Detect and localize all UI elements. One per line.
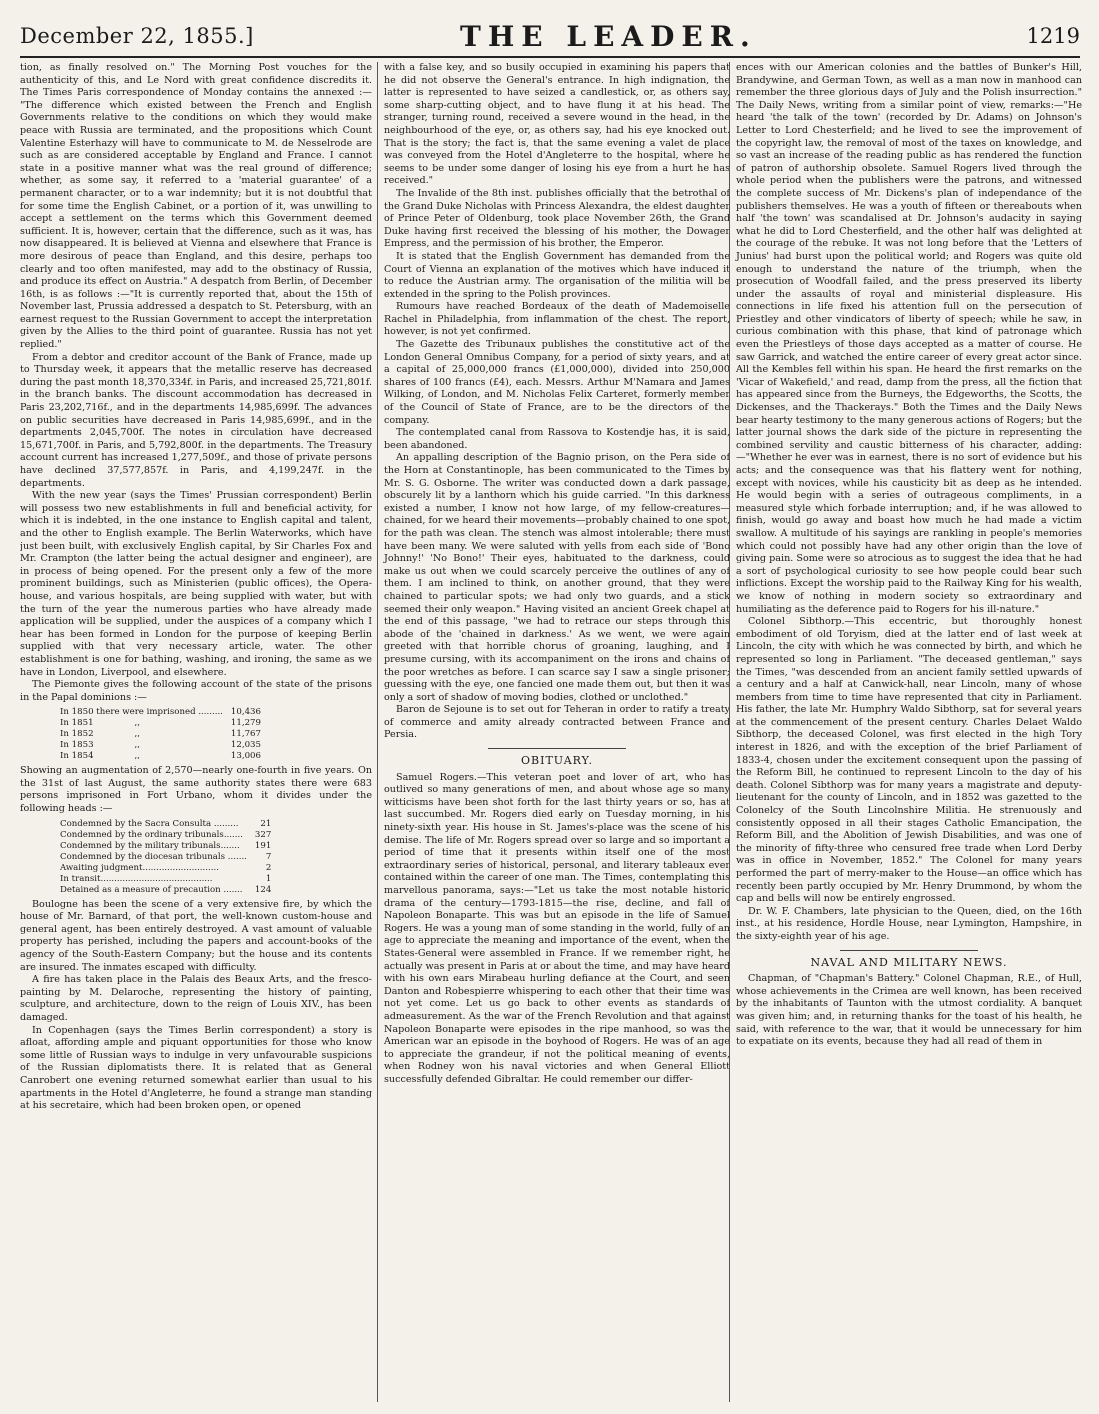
table-row bbox=[56, 841, 275, 852]
row-label: Condemned by the ordinary tribunals....... bbox=[60, 829, 243, 840]
column-1 bbox=[20, 62, 372, 1402]
row-label: In 1854 ,, bbox=[60, 751, 140, 762]
row-label: In transit......................................... bbox=[60, 873, 213, 884]
row-value: 2 bbox=[265, 862, 272, 873]
article-paragraph: Boulogne has been the scene of a very extensive fire, by which the house of Mr. Barnard, of that port, the well-known custom-house and general agent, has been entirely destroyed. A vast amount of valuable property has perished, including the papers and account-books of the agency of the South-Eastern Company; but the house and its contents are insured. The inmates escaped with difficulty. bbox=[20, 898, 372, 973]
table-row bbox=[56, 863, 275, 874]
article-paragraph: From a debtor and creditor account of the Bank of France, made up to Thursday week, it appears that the metallic reserve has decreased during the past month 18,370,334f. in Paris, and increased 25,721,801f. in the branch banks. The discount accommodation has decreased in Paris 23,202,716f., and in the departments 14,985,699f. The advances on public securities have decreased in Paris 14,985,699f., and in the departments 2,045,700f. The notes in circulation have decreased 15,671,700f. in Paris, and 5,792,800f. in the departments. The Treasury account current has increased 1,277,509f., and those of private persons have declined 37,577,857f. in Paris, and 4,199,247f. in the departments. bbox=[20, 351, 372, 489]
table-row bbox=[56, 819, 275, 830]
table-row bbox=[56, 729, 265, 740]
article-paragraph: Chapman, of "Chapman's Battery." Colonel Chapman, R.E., of Hull, whose achievements in the Crimea are well known, has been received by the inhabitants of Taunton with the utmost cordiality. A banquet was given him; and, in returning thanks for the toast of his health, he said, with reference to the war, that it would be unnecessary for him to expatiate on its events, because they had all read of them in bbox=[736, 973, 1082, 1048]
article-paragraph: ences with our American colonies and the battles of Bunker's Hill, Brandywine, and German Town, as well as a man now in manhood can remember the three glorious days of July and the Polish insurrection." The Daily News, writing from a similar point of view, remarks:—"He heard 'the talk of the town' (recorded by Dr. Adams) on Johnson's Letter to Lord Chesterfield; and he lived to see the improvement of the copyright law, the removal of most of the taxes on knowledge, and so vast an increase of the reading public as has rendered the function of patron of authorship obsolete. Samuel Rogers lived through the whole period when the publishers were the patrons, and witnessed the complete success of Mr. Dickens's plan of independance of the publishers themselves. He was a youth of fifteen or thereabouts when half 'the town' was scandalised at Dr. Johnson's audacity in saying what he did to Lord Chesterfield, and the other half was delighted at the courage of the rebuke. It was not long before that the 'Letters of Junius' had burst upon the political world; and Rogers was quite old enough to understand the nature of the triumph, when the prosecution of Woodfall failed, and the press preserved its liberty under the assaults of royal and ministerial displeasure. His connections in life fixed his attention full on the persecution of Priestley and other vindicators of liberty of speech; while he saw, in curious combination with this phase, that kind of patronage which even the Priestleys of those days accepted as a matter of course. He saw Garrick, and watched the entire career of every great actor since. All the Kembles fell within his span. He heard the first remarks on the 'Vicar of Wakefield,' and read, damp from the press, all the fiction that has appeared since from the Burneys, the Edgeworths, the Scotts, the Dickenses, and the Thackerays." Both the Times and the Daily News bear hearty testimony to the many generous actions of Rogers; but the latter journal shows the dark side of the picture in representing the combined servility and caustic bitterness of his character, adding:—"Whether he ever was in earnest, there is no sort of evidence but his acts; and the consequence was that his flattery went for nothing, except with novices, while his causticity bit as deep as he intended. He would begin with a series of outrageous compliments, in a measured style which forbade interruption; and, if he was allowed to finish, would go away and boast how much he had made a victim swallow. A multitude of his sayings are rankling in people's memories which could not possibly have had any other origin than the love of giving pain. Some were so atrocious as to suggest the idea that he had a sort of psychological curiosity to see how people could bear such inflictions. Except the worship paid to the Railway King for his wealth, we know of nothing in modern society so extraordinary and humiliating as the deference paid to Rogers for his ill-nature." bbox=[736, 62, 1082, 615]
row-value: 11,767 bbox=[230, 729, 261, 740]
section-divider bbox=[840, 950, 978, 951]
table-row bbox=[56, 707, 265, 718]
article-paragraph: A fire has taken place in the Palais des Beaux Arts, and the fresco-painting by M. Delaroche, representing the history of painting, sculpture, and architecture, down to the reign of Louis XIV., has been damaged. bbox=[20, 974, 372, 1023]
row-value: 191 bbox=[254, 840, 272, 851]
article-paragraph: Showing an augmentation of 2,570—nearly one-fourth in five years. On the 31st of last August, the same authority states there were 683 persons imprisoned in Fort Urbano, whom it divides under the following heads :— bbox=[20, 765, 372, 815]
row-label: Detained as a measure of precaution ....... bbox=[60, 884, 243, 895]
article-paragraph: tion, as finally resolved on." The Morning Post vouches for the authenticity of this, and Le Nord with great confidence discredits it. The Times Paris correspondence of Monday contains the annexed :— "The difference which existed between the French and English Governments relative to the conditions on which they would make peace with Russia are terminated, and the propositions which Count Valentine Esterhazy will have to communicate to M. de Nesselrode are such as are considered acceptable by England and France. I cannot state in a positive manner what was the real ground of difference; whether, as some say, it referred to a 'material guarantee' of a permanent character, or to a war indemnity; but it is not doubtful that for some time the English Cabinet, or a portion of it, was unwilling to accept a settlement on the terms which this Government deemed sufficient. It is, however, certain that the difference, such as it was, has now disappeared. It is believed at Vienna and elsewhere that France is more desirous of peace than England, and this desire, perhaps too clearly and too often manifested, may add to the obstinacy of Russia, and produce its effect on Austria." A despatch from Berlin, of December 16th, is as follows :—"It is currently reported that, about the 15th of November last, Prussia addressed a despatch to St. Petersburg, with an earnest request to the Russian Government to accept the interpretation given by the Allies to the third point of guarantee. Russia has not yet replied." bbox=[20, 62, 372, 351]
article-paragraph: Colonel Sibthorp.—This eccentric, but thoroughly honest embodiment of old Toryism, died at the latter end of last week at Lincoln, the city with which he was connected by birth, and which he represented so long in Parliament. "The deceased gentleman," says the Times, "was descended from an ancient family settled upwards of a century and a half at Canwick-hall, near Lincoln, many of whose members from time to time have represented that city in Parliament. His father, the late Mr. Humphry Waldo Sibthorp, sat for several years at the commencement of the present century. Charles Delaet Waldo Sibthorp, the deceased Colonel, was first elected in the high Tory interest in 1826, and with the exception of the brief Parliament of 1833-4, chosen under the excitement consequent upon the passing of the Reform Bill, he continued to represent Lincoln to the day of his death. Colonel Sibthorp was for many years a magistrate and deputy-lieutenant for the county of Lincoln, and in 1852 was gazetted to the Colonelcy of the South Lincolnshire Militia. He strenuously and consistently opposed in all their stages Catholic Emancipation, the Reform Bill, and the Abolition of Jewish Disabilities, and was one of the minority of fifty-three who censured free trade when Lord Derby was in office in November, 1852." The Colonel for many years performed the part of merry-maker to the House—an office which has recently been partly occupied by Mr. Henry Drummond, by whom the cap and bells will now be entirely engrossed. bbox=[736, 616, 1082, 905]
row-value: 12,035 bbox=[230, 740, 261, 751]
article-paragraph: An appalling description of the Bagnio prison, on the Pera side of the Horn at Constantinople, has been communicated to the Times by Mr. S. G. Osborne. The writer was conducted down a dark passage, obscurely lit by a lanthorn which his guide carried. "In this darkness existed a number, I know not how large, of my fellow-creatures—chained, for we heard their movements—probably chained to one spot, for the path was clean. The stench was almost intolerable; there must have been many. We were saluted with yells from each side of 'Bono Johnny!' 'No Bono!' Their eyes, habituated to the darkness, could make us out when we could scarcely perceive the outlines of any of them. I am inclined to think, on another ground, that they were chained to particular spots; we had only two guards, and a stick seemed their only weapon." Having visited an ancient Greek chapel at the end of this passage, "we had to retrace our steps through this abode of the 'chained in darkness.' As we went, we were again greeted with that horrible chorus of groaning, laughing, and I presume cursing, with its accompaniment on the irons and chains of the poor wretches as before. I can scarce say I saw a single prisoner; guessing with the eye, one fancied one made them out, but then it was only a sort of shadow of moving bodies, clothed or unclothed." bbox=[384, 452, 730, 703]
row-value: 1 bbox=[265, 873, 272, 884]
row-value: 7 bbox=[265, 851, 272, 862]
table-row bbox=[56, 830, 275, 841]
row-value: 10,436 bbox=[230, 707, 261, 718]
row-value: 327 bbox=[254, 829, 272, 840]
article-paragraph: The Gazette des Tribunaux publishes the constitutive act of the London General Omnibus Company, for a period of sixty years, and at a capital of 25,000,000 francs (£1,000,000), divided into 250,000 shares of 100 francs (£4), each. Messrs. Arthur M'Namara and James Wilking, of London, and M. Nicholas Felix Carteret, formerly member of the Council of State of France, are to be the directors of the company. bbox=[384, 339, 730, 426]
prison-stats-by-year bbox=[56, 707, 265, 762]
issue-date: December 22, 1855.] bbox=[20, 24, 254, 48]
prison-stats-by-category bbox=[56, 819, 275, 896]
article-paragraph: Dr. W. F. Chambers, late physician to the Queen, died, on the 16th inst., at his residence, Hordle House, near Lymington, Hampshire, in the sixty-eighth year of his age. bbox=[736, 905, 1082, 942]
naval-military-heading: NAVAL AND MILITARY NEWS. bbox=[810, 955, 1008, 969]
row-value: 124 bbox=[254, 884, 272, 895]
newspaper-title: THE LEADER. bbox=[460, 20, 757, 53]
table-row bbox=[56, 751, 265, 762]
article-paragraph: Baron de Sejoune is to set out for Teheran in order to ratify a treaty of commerce and amity already contracted between France and Persia. bbox=[384, 704, 730, 741]
table-row bbox=[56, 852, 275, 863]
row-value: 13,006 bbox=[230, 751, 261, 762]
article-paragraph: Samuel Rogers.—This veteran poet and lover of art, who has outlived so many generations of men, and about whose age so many witticisms have been shot forth for the last thirty years or so, has at last succumbed. Mr. Rogers died early on Tuesday morning, in his ninety-sixth year. His house in St. James's-place was the scene of his demise. The life of Mr. Rogers spread over so large and so important a period of time that it presents within itself one of the most extraordinary series of historical, personal, and literary tableaux ever contained within the career of one man. The Times, contemplating this marvellous panorama, says:—"Let us take the most notable historic drama of the century—1793-1815—the rise, decline, and fall of Napoleon Bonaparte. This was but an episode in the life of Samuel Rogers. He was a young man of some standing in the world, fully of an age to appreciate the meaning and importance of the event, when the States-General were assembled in France. If we remember right, he actually was present in Paris at or about the time, and may have heard with his own ears Mirabeau hurling defiance at the Court, and seen Danton and Robespierre whispering to each other that their time was not yet come. Let us go back to other events as standards of admeasurement. As the war of the French Revolution and that against Napoleon Bonaparte were episodes in the ripe manhood, so was the American war an episode in the boyhood of Rogers. He was of an age to appreciate the grandeur, if not the political meaning of events, when Rodney won his naval victories and when General Elliott successfully defended Gibraltar. He could remember our differ- bbox=[384, 771, 730, 1085]
row-value: 21 bbox=[260, 818, 272, 829]
article-paragraph: Rumours have reached Bordeaux of the death of Mademoiselle Rachel in Philadelphia, from inflammation of the chest. The report, however, is not yet confirmed. bbox=[384, 301, 730, 338]
row-label: In 1851 ,, bbox=[60, 718, 140, 729]
article-paragraph: The contemplated canal from Rassova to Kostendje has, it is said, been abandoned. bbox=[384, 427, 730, 451]
row-label: Condemned by the Sacra Consulta ......... bbox=[60, 818, 239, 829]
obituary-heading: OBITUARY. bbox=[521, 754, 593, 768]
row-label: In 1853 ,, bbox=[60, 740, 140, 751]
article-paragraph: The Piemonte gives the following account of the state of the prisons in the Papal dominions :— bbox=[20, 679, 372, 703]
row-label: Awaiting judgment............................ bbox=[60, 862, 219, 873]
table-row bbox=[56, 885, 275, 896]
table-row bbox=[56, 740, 265, 751]
article-paragraph: It is stated that the English Government has demanded from the Court of Vienna an explanation of the motives which have induced it to reduce the Austrian army. The organisation of the militia will be extended in the spring to the Polish provinces. bbox=[384, 250, 730, 300]
section-divider bbox=[488, 748, 626, 749]
article-paragraph: With the new year (says the Times' Prussian correspondent) Berlin will possess two new establishments in full and beneficial activity, for which it is indebted, in the one instance to English capital and talent, and the other to English example. The Berlin Waterworks, which have just been built, with exclusively English capital, by Sir Charles Fox and Mr. Crampton (the latter being the actual designer and engineer), are in process of being opened. For the present only a few of the more prominent buildings, such as Ministerien (public offices), the Opera-house, and various hospitals, are being supplied with water, but with the turn of the year the numerous parties who have already made application will be supplied, under the auspices of a company which I hear has been formed in London for the purpose of keeping Berlin supplied with that very necessary article, water. The other establishment is one for bathing, washing, and ironing, the same as we have in London, Liverpool, and elsewhere. bbox=[20, 490, 372, 678]
page-number: 1219 bbox=[1026, 24, 1080, 48]
row-label: Condemned by the military tribunals....... bbox=[60, 840, 240, 851]
column-2 bbox=[377, 62, 730, 1402]
row-label: In 1852 ,, bbox=[60, 729, 140, 740]
article-paragraph: In Copenhagen (says the Times Berlin correspondent) a story is afloat, affording ample and piquant opportunities for those who know some little of Russian ways to indulge in very unfavourable suspicions of the Russian diplomatists there. It is related that as General Canrobert one evening returned somewhat earlier than usual to his apartments in the Hotel d'Angleterre, he found a strange man standing at his secretaire, which had been broken open, or opened bbox=[20, 1024, 372, 1112]
article-paragraph: The Invalide of the 8th inst. publishes officially that the betrothal of the Grand Duke Nicholas with Princess Alexandra, the eldest daughter of Prince Peter of Oldenburg, took place November 26th, the Grand Duke having first received the blessing of his mother, the Dowager Empress, and the permission of his brother, the Emperor. bbox=[384, 187, 730, 250]
row-label: In 1850 there were imprisoned ......... bbox=[60, 707, 223, 718]
column-3 bbox=[729, 62, 1082, 1402]
masthead bbox=[20, 14, 1080, 58]
row-value: 11,279 bbox=[230, 718, 261, 729]
row-label: Condemned by the diocesan tribunals ....... bbox=[60, 851, 247, 862]
table-row bbox=[56, 874, 275, 885]
article-paragraph: with a false key, and so busily occupied in examining his papers that he did not observe the General's entrance. In high indignation, the latter is represented to have seized a candlestick, or, as others say, some sharp-cutting object, and to have flung it at his head. The stranger, turning round, received a severe wound in the head, in the neighbourhood of the eye, or, as others say, had his eye knocked out. That is the story; the fact is, that the same evening a valet de place was conveyed from the Hotel d'Angleterre to the hospital, where he seems to be under some danger of losing his eye from a hurt he has received." bbox=[384, 62, 730, 187]
table-row bbox=[56, 718, 265, 729]
